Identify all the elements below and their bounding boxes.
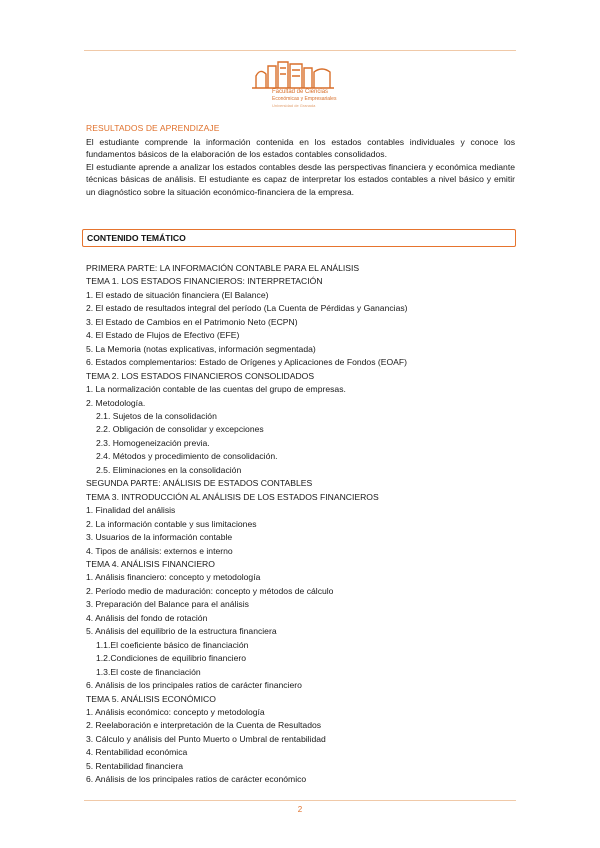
list-item: 6. Análisis de los principales ratios de carácter económico: [86, 774, 307, 785]
contents-heading-box: [82, 229, 516, 247]
part-heading: PRIMERA PARTE: LA INFORMACIÓN CONTABLE PARA EL ANÁLISIS: [86, 263, 360, 273]
logo-text-studies: Económicas y Empresariales: [272, 96, 337, 102]
list-item: 4. Rentabilidad económica: [86, 747, 188, 758]
building-logo-icon: [250, 58, 350, 90]
list-item: 1. El estado de situación financiera (El Balance): [86, 289, 269, 300]
learning-outcomes-heading: RESULTADOS DE APRENDIZAJE: [86, 123, 220, 133]
sub-list-item: 2.2. Obligación de consolidar y excepciones: [96, 424, 264, 435]
part-heading: SEGUNDA PARTE: ANÁLISIS DE ESTADOS CONTABLES: [86, 478, 313, 489]
sub-list-item: 1.2.Condiciones de equilibrio financiero: [96, 653, 247, 664]
list-item: 2. Metodología.: [86, 397, 146, 408]
topic-heading: TEMA 3. INTRODUCCIÓN AL ANÁLISIS DE LOS ESTADOS FINANCIEROS: [86, 491, 379, 502]
sub-list-item: 1.3.El coste de financiación: [96, 666, 201, 677]
learning-outcomes-paragraph-1: El estudiante comprende la información contenida en los estados contables individuales y conoce los fundamentos básicos de la elaboración de los estados contables consolidados.: [86, 137, 515, 160]
topic-heading: TEMA 4. ANÁLISIS FINANCIERO: [86, 558, 215, 569]
top-divider: [84, 50, 516, 51]
list-item: 2. La información contable y sus limitaciones: [86, 518, 257, 529]
list-item: 3. Cálculo y análisis del Punto Muerto o Umbral de rentabilidad: [86, 733, 326, 744]
list-item: 4. El Estado de Flujos de Efectivo (EFE): [86, 330, 240, 341]
contents-list: [86, 262, 526, 787]
list-item: 6. Análisis de los principales ratios de carácter financiero: [86, 680, 302, 691]
sub-list-item: 2.1. Sujetos de la consolidación: [96, 410, 217, 421]
list-item: 4. Tipos de análisis: externos e interno: [86, 545, 233, 556]
list-item: 1. La normalización contable de las cuentas del grupo de empresas.: [86, 384, 346, 395]
logo-text-faculty: Facultad de Ciencias: [272, 89, 329, 95]
topic-heading: TEMA 2. LOS ESTADOS FINANCIEROS CONSOLIDADOS: [86, 370, 315, 381]
sub-list-item: 2.5. Eliminaciones en la consolidación: [96, 464, 242, 475]
bottom-divider: [84, 800, 516, 801]
list-item: 3. Usuarios de la información contable: [86, 532, 233, 543]
topic-heading: TEMA 1. LOS ESTADOS FINANCIEROS: INTERPRETACIÓN: [86, 276, 323, 287]
topic-heading: TEMA 5. ANÁLISIS ECONÓMICO: [86, 693, 216, 704]
learning-outcomes-body: [86, 136, 515, 198]
list-item: 2. El estado de resultados integral del período (La Cuenta de Pérdidas y Ganancias): [86, 303, 408, 314]
list-item: 1. Análisis económico: concepto y metodología: [86, 706, 265, 717]
list-item: 2. Período medio de maduración: concepto y métodos de cálculo: [86, 585, 334, 596]
list-item: 2. Reelaboración e interpretación de la Cuenta de Resultados: [86, 720, 322, 731]
page-number: 2: [297, 805, 303, 814]
sub-list-item: 1.1.El coeficiente básico de financiación: [96, 639, 249, 650]
list-item: 5. Análisis del equilibrio de la estructura financiera: [86, 626, 277, 637]
learning-outcomes-paragraph-2: El estudiante aprende a analizar los estados contables desde las perspectivas financiera y económica mediante técnicas básicas de análisis. El estudiante es capaz de interpretar los estados contables a nivel básico y emitir un diagnóstico sobre la situación económico-financiera de la empresa.: [86, 161, 515, 197]
contents-heading: CONTENIDO TEMÁTICO: [87, 233, 186, 243]
list-item: 1. Finalidad del análisis: [86, 505, 176, 516]
list-item: 3. Preparación del Balance para el análisis: [86, 599, 249, 610]
sub-list-item: 2.3. Homogeneización previa.: [96, 437, 210, 448]
list-item: 1. Análisis financiero: concepto y metodología: [86, 572, 261, 583]
sub-list-item: 2.4. Métodos y procedimiento de consolidación.: [96, 451, 278, 462]
list-item: 5. Rentabilidad financiera: [86, 760, 183, 771]
faculty-logo: [250, 58, 350, 116]
logo-text-university: Universidad de Granada: [272, 103, 316, 108]
list-item: 5. La Memoria (notas explicativas, información segmentada): [86, 343, 316, 354]
list-item: 6. Estados complementarios: Estado de Orígenes y Aplicaciones de Fondos (EOAF): [86, 357, 407, 368]
list-item: 3. El Estado de Cambios en el Patrimonio Neto (ECPN): [86, 316, 298, 327]
list-item: 4. Análisis del fondo de rotación: [86, 612, 208, 623]
